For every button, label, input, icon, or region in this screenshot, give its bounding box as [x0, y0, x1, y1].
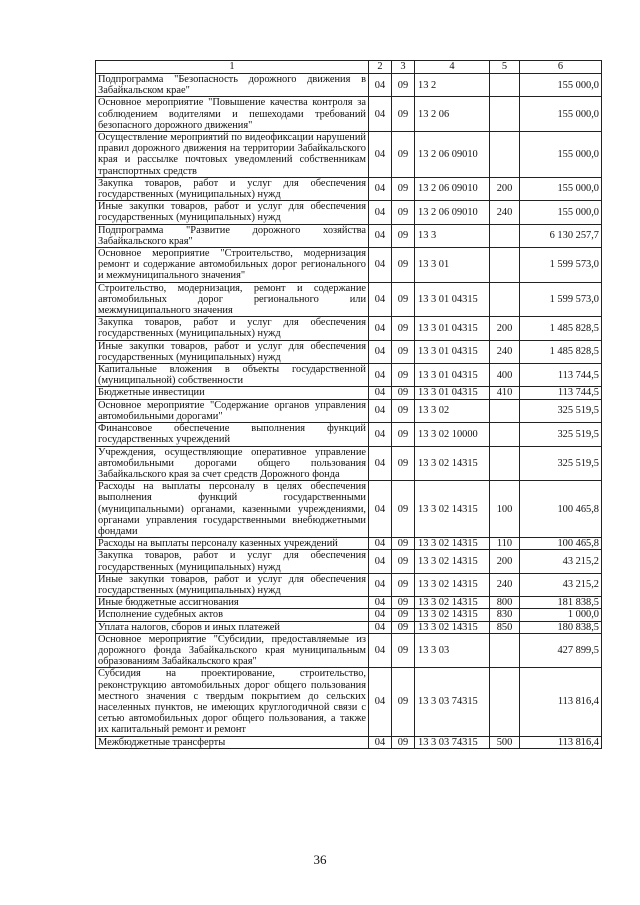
amount-cell: 100 465,8: [520, 481, 602, 538]
subsection-cell: 09: [392, 177, 415, 200]
row-name-cell: Закупка товаров, работ и услуг для обеспечения государственных (муниципальных) нужд: [96, 317, 369, 340]
subsection-cell: 09: [392, 224, 415, 247]
target-article-cell: 13 2 06 09010: [415, 177, 490, 200]
expense-type-cell: 240: [490, 340, 520, 363]
table-row: [96, 633, 602, 668]
amount-cell: 155 000,0: [520, 132, 602, 178]
section-cell: 04: [369, 446, 392, 481]
header-cell: 3: [392, 61, 415, 74]
expense-type-cell: 200: [490, 550, 520, 573]
target-article-cell: 13 3: [415, 224, 490, 247]
section-cell: 04: [369, 573, 392, 596]
section-cell: 04: [369, 224, 392, 247]
table-header-row: [96, 61, 602, 74]
table-row: [96, 317, 602, 340]
table-row: [96, 399, 602, 422]
subsection-cell: 09: [392, 399, 415, 422]
table-row: [96, 609, 602, 621]
expense-type-cell: [490, 446, 520, 481]
row-name-cell: Расходы на выплаты персоналу казенных учреждений: [96, 538, 369, 550]
amount-cell: 180 838,5: [520, 621, 602, 633]
expense-type-cell: [490, 97, 520, 132]
section-cell: 04: [369, 248, 392, 283]
page-number: 36: [313, 852, 327, 867]
table-row: [96, 248, 602, 283]
subsection-cell: 09: [392, 132, 415, 178]
target-article-cell: 13 3 02 14315: [415, 550, 490, 573]
table-row: [96, 282, 602, 317]
target-article-cell: 13 2: [415, 74, 490, 97]
section-cell: 04: [369, 317, 392, 340]
subsection-cell: 09: [392, 317, 415, 340]
target-article-cell: 13 3 02 14315: [415, 597, 490, 609]
section-cell: 04: [369, 633, 392, 668]
subsection-cell: 09: [392, 423, 415, 446]
row-name-cell: Основное мероприятие "Субсидии, предоставляемые из дорожного фонда Забайкальского края муниципальным образованиям Забайкальского края": [96, 633, 369, 668]
amount-cell: 155 000,0: [520, 201, 602, 224]
section-cell: 04: [369, 399, 392, 422]
amount-cell: 6 130 257,7: [520, 224, 602, 247]
section-cell: 04: [369, 340, 392, 363]
amount-cell: 43 215,2: [520, 550, 602, 573]
section-cell: 04: [369, 177, 392, 200]
subsection-cell: 09: [392, 550, 415, 573]
row-name-cell: Подпрограмма "Безопасность дорожного движения в Забайкальском крае": [96, 74, 369, 97]
expense-type-cell: 100: [490, 481, 520, 538]
amount-cell: 1 485 828,5: [520, 317, 602, 340]
row-name-cell: Субсидия на проектирование, строительство, реконструкцию автомобильных дорог общего пользования местного значения с твердым покрытием до сельских населенных пунктов, не имеющих круглогодичной связи с сетью автомобильных дорог общего пользования, а также их капитальный ремонт и ремонт: [96, 668, 369, 736]
section-cell: 04: [369, 597, 392, 609]
table-row: [96, 387, 602, 399]
subsection-cell: 09: [392, 387, 415, 399]
header-cell: 2: [369, 61, 392, 74]
row-name-cell: Финансовое обеспечение выполнения функций государственных учреждений: [96, 423, 369, 446]
section-cell: 04: [369, 132, 392, 178]
amount-cell: 155 000,0: [520, 74, 602, 97]
budget-table-body: [96, 61, 602, 749]
target-article-cell: 13 2 06 09010: [415, 132, 490, 178]
amount-cell: 113 744,5: [520, 387, 602, 399]
header-cell: 4: [415, 61, 490, 74]
section-cell: 04: [369, 550, 392, 573]
row-name-cell: Уплата налогов, сборов и иных платежей: [96, 621, 369, 633]
amount-cell: 325 519,5: [520, 446, 602, 481]
section-cell: 04: [369, 609, 392, 621]
expense-type-cell: 830: [490, 609, 520, 621]
subsection-cell: 09: [392, 481, 415, 538]
row-name-cell: Бюджетные инвестиции: [96, 387, 369, 399]
row-name-cell: Межбюджетные трансферты: [96, 736, 369, 748]
amount-cell: 155 000,0: [520, 177, 602, 200]
header-cell: 1: [96, 61, 369, 74]
expense-type-cell: [490, 423, 520, 446]
table-row: [96, 177, 602, 200]
target-article-cell: 13 2 06 09010: [415, 201, 490, 224]
row-name-cell: Закупка товаров, работ и услуг для обеспечения государственных (муниципальных) нужд: [96, 177, 369, 200]
amount-cell: 325 519,5: [520, 423, 602, 446]
amount-cell: 325 519,5: [520, 399, 602, 422]
subsection-cell: 09: [392, 248, 415, 283]
amount-cell: 113 816,4: [520, 736, 602, 748]
expense-type-cell: 400: [490, 364, 520, 387]
expense-type-cell: 410: [490, 387, 520, 399]
subsection-cell: 09: [392, 621, 415, 633]
table-row: [96, 538, 602, 550]
amount-cell: 1 599 573,0: [520, 282, 602, 317]
target-article-cell: 13 3 02 14315: [415, 538, 490, 550]
target-article-cell: 13 3 01 04315: [415, 340, 490, 363]
expense-type-cell: [490, 668, 520, 736]
section-cell: 04: [369, 736, 392, 748]
subsection-cell: 09: [392, 573, 415, 596]
row-name-cell: Иные закупки товаров, работ и услуг для обеспечения государственных (муниципальных) нужд: [96, 573, 369, 596]
target-article-cell: 13 3 01 04315: [415, 364, 490, 387]
expense-type-cell: [490, 248, 520, 283]
section-cell: 04: [369, 538, 392, 550]
section-cell: 04: [369, 282, 392, 317]
subsection-cell: 09: [392, 597, 415, 609]
target-article-cell: 13 3 02: [415, 399, 490, 422]
table-row: [96, 550, 602, 573]
row-name-cell: Основное мероприятие "Строительство, модернизация ремонт и содержание автомобильных дорог регионального и межмуниципального значения": [96, 248, 369, 283]
target-article-cell: 13 3 02 14315: [415, 573, 490, 596]
table-row: [96, 736, 602, 748]
expense-type-cell: 800: [490, 597, 520, 609]
target-article-cell: 13 3 02 14315: [415, 621, 490, 633]
target-article-cell: 13 3 02 14315: [415, 481, 490, 538]
subsection-cell: 09: [392, 282, 415, 317]
row-name-cell: Основное мероприятие "Повышение качества контроля за соблюдением водителями и пешеходами требований безопасного дорожного движения": [96, 97, 369, 132]
row-name-cell: Иные закупки товаров, работ и услуг для обеспечения государственных (муниципальных) нужд: [96, 201, 369, 224]
amount-cell: 1 000,0: [520, 609, 602, 621]
expense-type-cell: 500: [490, 736, 520, 748]
amount-cell: 113 744,5: [520, 364, 602, 387]
row-name-cell: Основное мероприятие "Содержание органов управления автомобильными дорогами": [96, 399, 369, 422]
section-cell: 04: [369, 74, 392, 97]
table-row: [96, 481, 602, 538]
budget-table: [95, 60, 602, 749]
subsection-cell: 09: [392, 736, 415, 748]
target-article-cell: 13 3 01 04315: [415, 317, 490, 340]
expense-type-cell: 850: [490, 621, 520, 633]
subsection-cell: 09: [392, 633, 415, 668]
table-row: [96, 74, 602, 97]
subsection-cell: 09: [392, 609, 415, 621]
target-article-cell: 13 3 01 04315: [415, 282, 490, 317]
row-name-cell: Закупка товаров, работ и услуг для обеспечения государственных (муниципальных) нужд: [96, 550, 369, 573]
section-cell: 04: [369, 668, 392, 736]
amount-cell: 181 838,5: [520, 597, 602, 609]
target-article-cell: 13 2 06: [415, 97, 490, 132]
section-cell: 04: [369, 621, 392, 633]
amount-cell: 1 485 828,5: [520, 340, 602, 363]
expense-type-cell: [490, 399, 520, 422]
table-row: [96, 201, 602, 224]
expense-type-cell: [490, 132, 520, 178]
section-cell: 04: [369, 481, 392, 538]
target-article-cell: 13 3 02 14315: [415, 609, 490, 621]
table-row: [96, 621, 602, 633]
subsection-cell: 09: [392, 201, 415, 224]
row-name-cell: Учреждения, осуществляющие оперативное управление автомобильными дорогами общего пользования Забайкальского края за счет средств Дорожного фонда: [96, 446, 369, 481]
table-row: [96, 364, 602, 387]
expense-type-cell: 240: [490, 573, 520, 596]
section-cell: 04: [369, 364, 392, 387]
expense-type-cell: [490, 74, 520, 97]
target-article-cell: 13 3 01: [415, 248, 490, 283]
expense-type-cell: 200: [490, 317, 520, 340]
row-name-cell: Строительство, модернизация, ремонт и содержание автомобильных дорог регионального или межмуниципального значения: [96, 282, 369, 317]
expense-type-cell: 110: [490, 538, 520, 550]
subsection-cell: 09: [392, 340, 415, 363]
expense-type-cell: [490, 224, 520, 247]
target-article-cell: 13 3 02 14315: [415, 446, 490, 481]
target-article-cell: 13 3 03: [415, 633, 490, 668]
row-name-cell: Исполнение судебных актов: [96, 609, 369, 621]
table-row: [96, 446, 602, 481]
subsection-cell: 09: [392, 668, 415, 736]
row-name-cell: Подпрограмма "Развитие дорожного хозяйства Забайкальского края": [96, 224, 369, 247]
target-article-cell: 13 3 01 04315: [415, 387, 490, 399]
target-article-cell: 13 3 02 10000: [415, 423, 490, 446]
row-name-cell: Иные закупки товаров, работ и услуг для обеспечения государственных (муниципальных) нужд: [96, 340, 369, 363]
section-cell: 04: [369, 423, 392, 446]
expense-type-cell: [490, 282, 520, 317]
section-cell: 04: [369, 97, 392, 132]
header-cell: 6: [520, 61, 602, 74]
section-cell: 04: [369, 201, 392, 224]
expense-type-cell: 200: [490, 177, 520, 200]
table-row: [96, 668, 602, 736]
section-cell: 04: [369, 387, 392, 399]
target-article-cell: 13 3 03 74315: [415, 668, 490, 736]
amount-cell: 1 599 573,0: [520, 248, 602, 283]
subsection-cell: 09: [392, 97, 415, 132]
amount-cell: 100 465,8: [520, 538, 602, 550]
table-row: [96, 340, 602, 363]
table-row: [96, 597, 602, 609]
amount-cell: 427 899,5: [520, 633, 602, 668]
table-row: [96, 573, 602, 596]
row-name-cell: Капитальные вложения в объекты государственной (муниципальной) собственности: [96, 364, 369, 387]
subsection-cell: 09: [392, 446, 415, 481]
subsection-cell: 09: [392, 538, 415, 550]
subsection-cell: 09: [392, 364, 415, 387]
header-cell: 5: [490, 61, 520, 74]
row-name-cell: Иные бюджетные ассигнования: [96, 597, 369, 609]
table-row: [96, 97, 602, 132]
expense-type-cell: 240: [490, 201, 520, 224]
table-row: [96, 224, 602, 247]
amount-cell: 43 215,2: [520, 573, 602, 596]
subsection-cell: 09: [392, 74, 415, 97]
row-name-cell: Осуществление мероприятий по видеофиксации нарушений правил дорожного движения на территории Забайкальского края и рассылке почтовых уведомлений собственникам транспортных средств: [96, 132, 369, 178]
table-row: [96, 423, 602, 446]
target-article-cell: 13 3 03 74315: [415, 736, 490, 748]
expense-type-cell: [490, 633, 520, 668]
amount-cell: 113 816,4: [520, 668, 602, 736]
amount-cell: 155 000,0: [520, 97, 602, 132]
table-row: [96, 132, 602, 178]
row-name-cell: Расходы на выплаты персоналу в целях обеспечения выполнения функций государственными (муниципальными) органами, казенными учреждениями, органами управления государственными внебюджетными фондами: [96, 481, 369, 538]
